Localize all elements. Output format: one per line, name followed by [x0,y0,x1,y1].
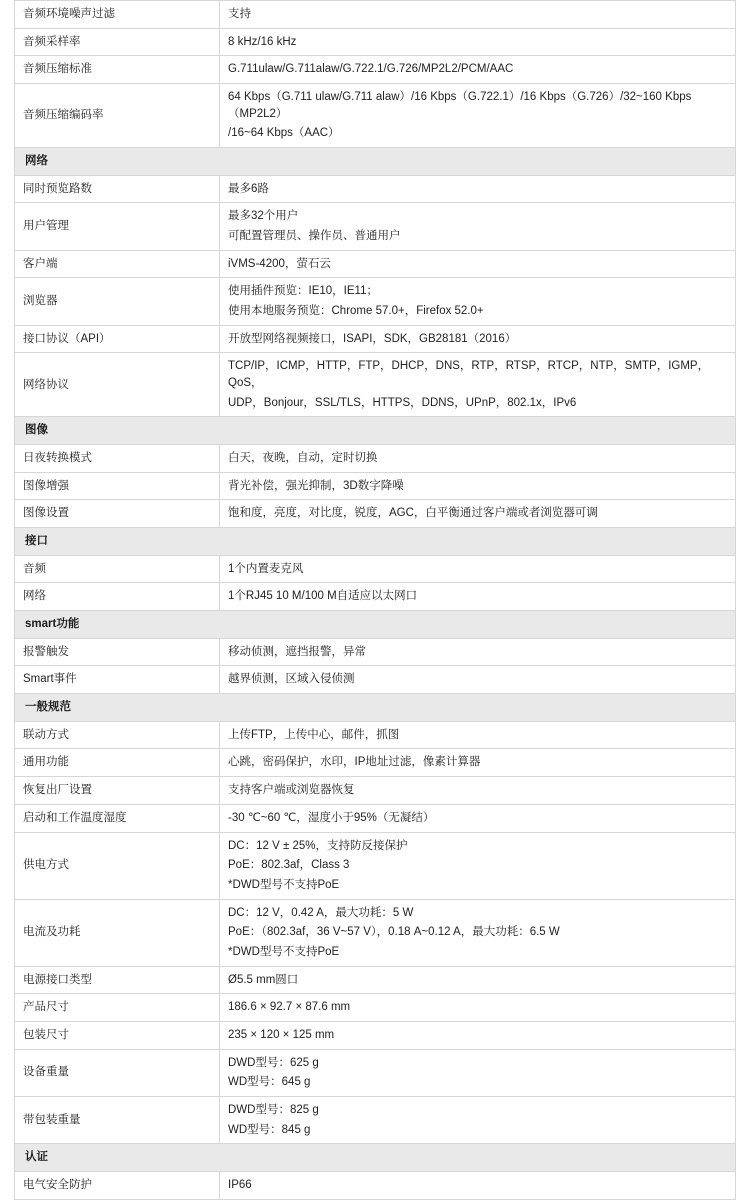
spec-value [220,832,736,899]
table-row [15,353,736,417]
spec-label: 电流及功耗 [15,899,220,966]
spec-label: 同时预览路数 [15,175,220,203]
section-header-row [15,611,736,639]
specification-table-body [15,1,736,1200]
table-row [15,325,736,353]
spec-value [220,445,736,473]
table-row [15,175,736,203]
spec-label: 设备重量 [15,1049,220,1096]
spec-value-line: 最多6路 [228,182,269,195]
spec-value [220,721,736,749]
table-row [15,445,736,473]
spec-label: 网络协议 [15,353,220,417]
spec-value [220,1049,736,1096]
section-header-row [15,1144,736,1172]
spec-value [220,777,736,805]
spec-value-line: UDP，Bonjour，SSL/TLS，HTTPS，DDNS，UPnP，802.1x，IPv6 [228,396,577,409]
spec-label: 启动和工作温度湿度 [15,804,220,832]
table-row [15,1,736,29]
spec-value [220,500,736,528]
table-row [15,666,736,694]
spec-value-line: 1个内置麦克风 [228,562,304,575]
section-header-label: 图像 [15,417,736,445]
spec-value-line: 186.6 × 92.7 × 87.6 mm [228,1001,351,1014]
spec-label: 电气安全防护 [15,1171,220,1199]
table-row [15,638,736,666]
spec-value-line: 可配置管理员、操作员、普通用户 [228,230,401,243]
spec-value [220,250,736,278]
specification-table [14,0,736,1200]
table-row [15,966,736,994]
section-header-label: 接口 [15,528,736,556]
spec-value [220,666,736,694]
spec-value-line: 支持客户端或浏览器恢复 [228,784,355,797]
table-row [15,583,736,611]
spec-value-line: WD型号：845 g [228,1123,311,1136]
spec-value-line: 上传FTP，上传中心，邮件，抓图 [228,728,400,741]
spec-value [220,966,736,994]
spec-value [220,804,736,832]
spec-value [220,472,736,500]
spec-value [220,1,736,29]
spec-value [220,175,736,203]
spec-label: 网络 [15,583,220,611]
section-header-row [15,148,736,176]
spec-value-line: 8 kHz/16 kHz [228,35,297,48]
spec-label: 包装尺寸 [15,1021,220,1049]
spec-label: 联动方式 [15,721,220,749]
spec-label: 音频环境噪声过滤 [15,1,220,29]
spec-value-line: *DWD型号不支持PoE [228,945,340,958]
section-header-label: smart功能 [15,611,736,639]
spec-value-line: -30 ℃~60 ℃，湿度小于95%（无凝结） [228,811,435,824]
spec-value-line: WD型号：645 g [228,1076,311,1089]
spec-label: Smart事件 [15,666,220,694]
spec-value [220,353,736,417]
section-header-label: 网络 [15,148,736,176]
spec-label: 日夜转换模式 [15,445,220,473]
table-row [15,804,736,832]
table-row [15,721,736,749]
table-row [15,1021,736,1049]
table-row [15,56,736,84]
table-row [15,1049,736,1096]
spec-label: 音频压缩编码率 [15,84,220,148]
spec-value [220,84,736,148]
spec-value [220,583,736,611]
spec-value-line: iVMS-4200，萤石云 [228,257,331,270]
section-header-label: 认证 [15,1144,736,1172]
spec-value [220,638,736,666]
section-header-label: 一般规范 [15,694,736,722]
spec-value [220,203,736,250]
spec-value-line: Ø5.5 mm圆口 [228,973,299,986]
section-header-row [15,528,736,556]
spec-label: 客户端 [15,250,220,278]
table-row [15,994,736,1022]
spec-value-line: PoE：（802.3af，36 V~57 V），0.18 A~0.12 A，最大功耗：6.5 W [228,926,560,939]
spec-value-line: G.711ulaw/G.711alaw/G.722.1/G.726/MP2L2/PCM/AAC [228,63,514,76]
spec-label: 音频 [15,555,220,583]
section-header-row [15,417,736,445]
spec-value-line: DWD型号：825 g [228,1103,319,1116]
spec-label: 图像设置 [15,500,220,528]
spec-value-line: 开放型网络视频接口，ISAPI，SDK，GB28181（2016） [228,332,517,345]
table-row [15,749,736,777]
spec-value-line: 白天，夜晚，自动，定时切换 [228,452,378,465]
spec-value [220,28,736,56]
table-row [15,28,736,56]
spec-label: 产品尺寸 [15,994,220,1022]
spec-value-line: *DWD型号不支持PoE [228,878,340,891]
spec-value-line: DC：12 V ± 25%，支持防反接保护 [228,839,408,852]
table-row [15,278,736,325]
spec-label: 图像增强 [15,472,220,500]
spec-value [220,555,736,583]
spec-value [220,1171,736,1199]
spec-value-line: 1个RJ45 10 M/100 M自适应以太网口 [228,590,418,603]
spec-value-line: 235 × 120 × 125 mm [228,1028,335,1041]
table-row [15,899,736,966]
spec-value-line: 越界侦测，区域入侵侦测 [228,673,355,686]
spec-value-line: DC：12 V，0.42 A，最大功耗：5 W [228,906,414,919]
spec-value-line: 支持 [228,8,251,20]
spec-value [220,56,736,84]
spec-value-line: IP66 [228,1178,252,1191]
spec-value-line: 心跳，密码保护，水印，IP地址过滤，像素计算器 [228,756,481,769]
spec-value-line: DWD型号：625 g [228,1056,319,1069]
spec-label: 音频压缩标准 [15,56,220,84]
table-row [15,777,736,805]
spec-value-line: 饱和度，亮度，对比度，锐度，AGC，白平衡通过客户端或者浏览器可调 [228,507,598,520]
spec-label: 接口协议（API） [15,325,220,353]
spec-value-line: PoE：802.3af，Class 3 [228,859,350,872]
spec-value-line: 移动侦测，遮挡报警，异常 [228,645,366,658]
spec-value [220,278,736,325]
spec-value [220,994,736,1022]
spec-label: 音频采样率 [15,28,220,56]
spec-label: 电源接口类型 [15,966,220,994]
table-row [15,472,736,500]
spec-label: 恢复出厂设置 [15,777,220,805]
spec-label: 用户管理 [15,203,220,250]
spec-value-line: 64 Kbps（G.711 ulaw/G.711 alaw）/16 Kbps（G.722.1）/16 Kbps（G.726）/32~160 Kbps（MP2L2） [228,91,692,120]
spec-value-line: 最多32个用户 [228,210,299,223]
table-row [15,1171,736,1199]
table-row [15,555,736,583]
table-row [15,250,736,278]
table-row [15,84,736,148]
spec-value-line: /16~64 Kbps（AAC） [228,127,340,140]
spec-value-line: 使用插件预览：IE10，IE11； [228,285,378,298]
spec-value-line: TCP/IP，ICMP，HTTP，FTP，DHCP，DNS，RTP，RTSP，RTCP，NTP，SMTP，IGMP，QoS， [228,360,710,390]
spec-value-line: 背光补偿，强光抑制，3D数字降噪 [228,479,404,492]
spec-label: 通用功能 [15,749,220,777]
spec-value [220,899,736,966]
spec-value-line: 使用本地服务预览：Chrome 57.0+，Firefox 52.0+ [228,305,484,318]
table-row [15,1096,736,1143]
table-row [15,832,736,899]
spec-label: 浏览器 [15,278,220,325]
spec-value [220,325,736,353]
spec-label: 带包装重量 [15,1096,220,1143]
spec-value [220,1096,736,1143]
spec-label: 报警触发 [15,638,220,666]
section-header-row [15,694,736,722]
spec-value [220,1021,736,1049]
spec-value [220,749,736,777]
table-row [15,203,736,250]
table-row [15,500,736,528]
spec-label: 供电方式 [15,832,220,899]
